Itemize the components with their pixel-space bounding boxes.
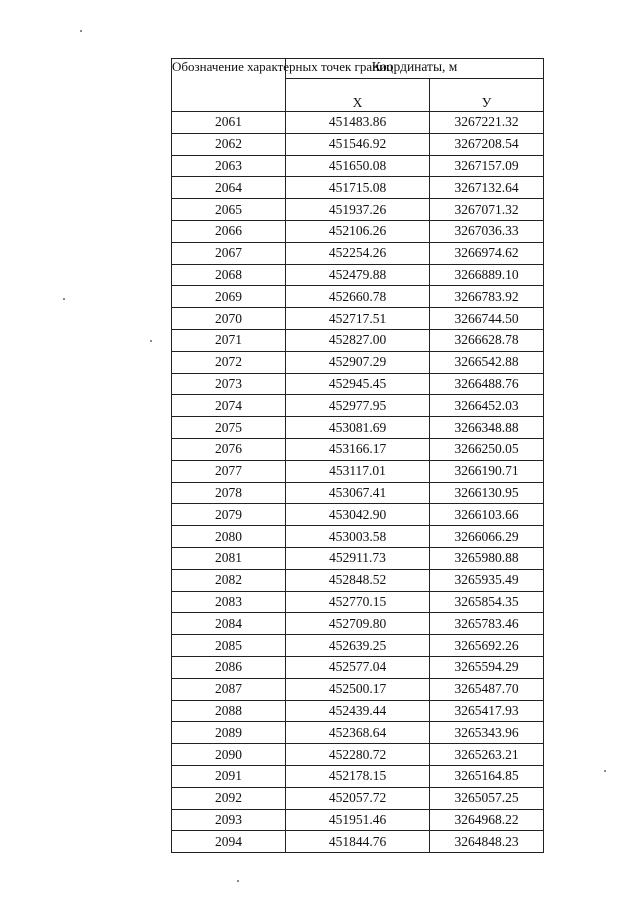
scan-speck xyxy=(150,340,152,342)
point-id-cell: 2094 xyxy=(172,831,286,853)
x-coordinate-cell: 452500.17 xyxy=(286,678,430,700)
y-coordinate-cell: 3265783.46 xyxy=(430,613,544,635)
table-body xyxy=(172,112,544,853)
table-row xyxy=(172,526,544,548)
y-coordinate-cell: 3265980.88 xyxy=(430,547,544,569)
table-row xyxy=(172,744,544,766)
point-id-cell: 2069 xyxy=(172,286,286,308)
point-id-cell: 2091 xyxy=(172,765,286,787)
y-coordinate-cell: 3267157.09 xyxy=(430,155,544,177)
y-coordinate-cell: 3266889.10 xyxy=(430,264,544,286)
x-coordinate-cell: 452254.26 xyxy=(286,242,430,264)
y-coordinate-cell: 3267036.33 xyxy=(430,220,544,242)
point-id-cell: 2089 xyxy=(172,722,286,744)
table-row xyxy=(172,395,544,417)
header-y: У xyxy=(430,79,544,112)
point-id-cell: 2079 xyxy=(172,504,286,526)
y-coordinate-cell: 3265417.93 xyxy=(430,700,544,722)
table-row xyxy=(172,199,544,221)
point-id-cell: 2086 xyxy=(172,656,286,678)
table-row xyxy=(172,569,544,591)
y-coordinate-cell: 3267132.64 xyxy=(430,177,544,199)
y-coordinate-cell: 3265487.70 xyxy=(430,678,544,700)
x-coordinate-cell: 452848.52 xyxy=(286,569,430,591)
x-coordinate-cell: 451483.86 xyxy=(286,112,430,134)
y-coordinate-cell: 3265594.29 xyxy=(430,656,544,678)
table-row xyxy=(172,264,544,286)
x-coordinate-cell: 452439.44 xyxy=(286,700,430,722)
point-id-cell: 2080 xyxy=(172,526,286,548)
table-row xyxy=(172,722,544,744)
table-row xyxy=(172,373,544,395)
header-coordinates: Координаты, м xyxy=(286,59,544,79)
x-coordinate-cell: 452057.72 xyxy=(286,787,430,809)
point-id-cell: 2072 xyxy=(172,351,286,373)
x-coordinate-cell: 453042.90 xyxy=(286,504,430,526)
x-coordinate-cell: 451546.92 xyxy=(286,133,430,155)
x-coordinate-cell: 452280.72 xyxy=(286,744,430,766)
table-row xyxy=(172,417,544,439)
y-coordinate-cell: 3266103.66 xyxy=(430,504,544,526)
y-coordinate-cell: 3265692.26 xyxy=(430,635,544,657)
table-row xyxy=(172,635,544,657)
table-row xyxy=(172,678,544,700)
x-coordinate-cell: 452577.04 xyxy=(286,656,430,678)
point-id-cell: 2062 xyxy=(172,133,286,155)
point-id-cell: 2081 xyxy=(172,547,286,569)
y-coordinate-cell: 3267221.32 xyxy=(430,112,544,134)
x-coordinate-cell: 452479.88 xyxy=(286,264,430,286)
x-coordinate-cell: 453003.58 xyxy=(286,526,430,548)
point-id-cell: 2066 xyxy=(172,220,286,242)
scan-speck xyxy=(604,770,606,772)
y-coordinate-cell: 3265935.49 xyxy=(430,569,544,591)
x-coordinate-cell: 453081.69 xyxy=(286,417,430,439)
point-id-cell: 2075 xyxy=(172,417,286,439)
table-header xyxy=(172,59,544,112)
point-id-cell: 2067 xyxy=(172,242,286,264)
table-row xyxy=(172,831,544,853)
y-coordinate-cell: 3266974.62 xyxy=(430,242,544,264)
point-id-cell: 2087 xyxy=(172,678,286,700)
point-id-cell: 2092 xyxy=(172,787,286,809)
point-id-cell: 2088 xyxy=(172,700,286,722)
table-row xyxy=(172,242,544,264)
x-coordinate-cell: 451715.08 xyxy=(286,177,430,199)
scan-speck xyxy=(63,298,65,300)
header-x: Х xyxy=(286,79,430,112)
table-row xyxy=(172,613,544,635)
y-coordinate-cell: 3266744.50 xyxy=(430,308,544,330)
y-coordinate-cell: 3266452.03 xyxy=(430,395,544,417)
point-id-cell: 2083 xyxy=(172,591,286,613)
point-id-cell: 2063 xyxy=(172,155,286,177)
y-coordinate-cell: 3265057.25 xyxy=(430,787,544,809)
x-coordinate-cell: 452660.78 xyxy=(286,286,430,308)
y-coordinate-cell: 3264848.23 xyxy=(430,831,544,853)
x-coordinate-cell: 452977.95 xyxy=(286,395,430,417)
point-id-cell: 2093 xyxy=(172,809,286,831)
point-id-cell: 2076 xyxy=(172,438,286,460)
x-coordinate-cell: 451951.46 xyxy=(286,809,430,831)
y-coordinate-cell: 3266488.76 xyxy=(430,373,544,395)
table-row xyxy=(172,308,544,330)
table-row xyxy=(172,547,544,569)
point-id-cell: 2071 xyxy=(172,329,286,351)
y-coordinate-cell: 3265164.85 xyxy=(430,765,544,787)
y-coordinate-cell: 3265263.21 xyxy=(430,744,544,766)
point-id-cell: 2085 xyxy=(172,635,286,657)
table-row xyxy=(172,133,544,155)
coordinates-table xyxy=(171,58,544,853)
y-coordinate-cell: 3265343.96 xyxy=(430,722,544,744)
table-row xyxy=(172,809,544,831)
table-row xyxy=(172,112,544,134)
x-coordinate-cell: 452770.15 xyxy=(286,591,430,613)
x-coordinate-cell: 452911.73 xyxy=(286,547,430,569)
x-coordinate-cell: 453117.01 xyxy=(286,460,430,482)
point-id-cell: 2078 xyxy=(172,482,286,504)
point-id-cell: 2061 xyxy=(172,112,286,134)
y-coordinate-cell: 3267071.32 xyxy=(430,199,544,221)
point-id-cell: 2065 xyxy=(172,199,286,221)
table-row xyxy=(172,482,544,504)
point-id-cell: 2064 xyxy=(172,177,286,199)
x-coordinate-cell: 452717.51 xyxy=(286,308,430,330)
table-row xyxy=(172,438,544,460)
y-coordinate-cell: 3266783.92 xyxy=(430,286,544,308)
table-row xyxy=(172,656,544,678)
table-row xyxy=(172,177,544,199)
table-row xyxy=(172,220,544,242)
table-row xyxy=(172,700,544,722)
table-row xyxy=(172,155,544,177)
scan-speck xyxy=(80,30,82,32)
x-coordinate-cell: 452827.00 xyxy=(286,329,430,351)
x-coordinate-cell: 451650.08 xyxy=(286,155,430,177)
x-coordinate-cell: 453166.17 xyxy=(286,438,430,460)
y-coordinate-cell: 3266348.88 xyxy=(430,417,544,439)
y-coordinate-cell: 3266066.29 xyxy=(430,526,544,548)
header-designation: Обозначение характерных точек границ xyxy=(172,59,286,112)
x-coordinate-cell: 452907.29 xyxy=(286,351,430,373)
x-coordinate-cell: 452709.80 xyxy=(286,613,430,635)
y-coordinate-cell: 3266542.88 xyxy=(430,351,544,373)
y-coordinate-cell: 3266190.71 xyxy=(430,460,544,482)
x-coordinate-cell: 452178.15 xyxy=(286,765,430,787)
point-id-cell: 2082 xyxy=(172,569,286,591)
y-coordinate-cell: 3266628.78 xyxy=(430,329,544,351)
table-row xyxy=(172,765,544,787)
x-coordinate-cell: 451844.76 xyxy=(286,831,430,853)
table-row xyxy=(172,787,544,809)
y-coordinate-cell: 3265854.35 xyxy=(430,591,544,613)
x-coordinate-cell: 451937.26 xyxy=(286,199,430,221)
x-coordinate-cell: 452639.25 xyxy=(286,635,430,657)
scan-speck xyxy=(237,880,239,882)
x-coordinate-cell: 452106.26 xyxy=(286,220,430,242)
table-row xyxy=(172,351,544,373)
table-row xyxy=(172,286,544,308)
y-coordinate-cell: 3266130.95 xyxy=(430,482,544,504)
y-coordinate-cell: 3266250.05 xyxy=(430,438,544,460)
x-coordinate-cell: 452368.64 xyxy=(286,722,430,744)
point-id-cell: 2090 xyxy=(172,744,286,766)
point-id-cell: 2077 xyxy=(172,460,286,482)
table-row xyxy=(172,591,544,613)
point-id-cell: 2074 xyxy=(172,395,286,417)
point-id-cell: 2068 xyxy=(172,264,286,286)
y-coordinate-cell: 3267208.54 xyxy=(430,133,544,155)
x-coordinate-cell: 453067.41 xyxy=(286,482,430,504)
table-row xyxy=(172,504,544,526)
table-row xyxy=(172,329,544,351)
y-coordinate-cell: 3264968.22 xyxy=(430,809,544,831)
x-coordinate-cell: 452945.45 xyxy=(286,373,430,395)
point-id-cell: 2070 xyxy=(172,308,286,330)
point-id-cell: 2073 xyxy=(172,373,286,395)
table-row xyxy=(172,460,544,482)
point-id-cell: 2084 xyxy=(172,613,286,635)
